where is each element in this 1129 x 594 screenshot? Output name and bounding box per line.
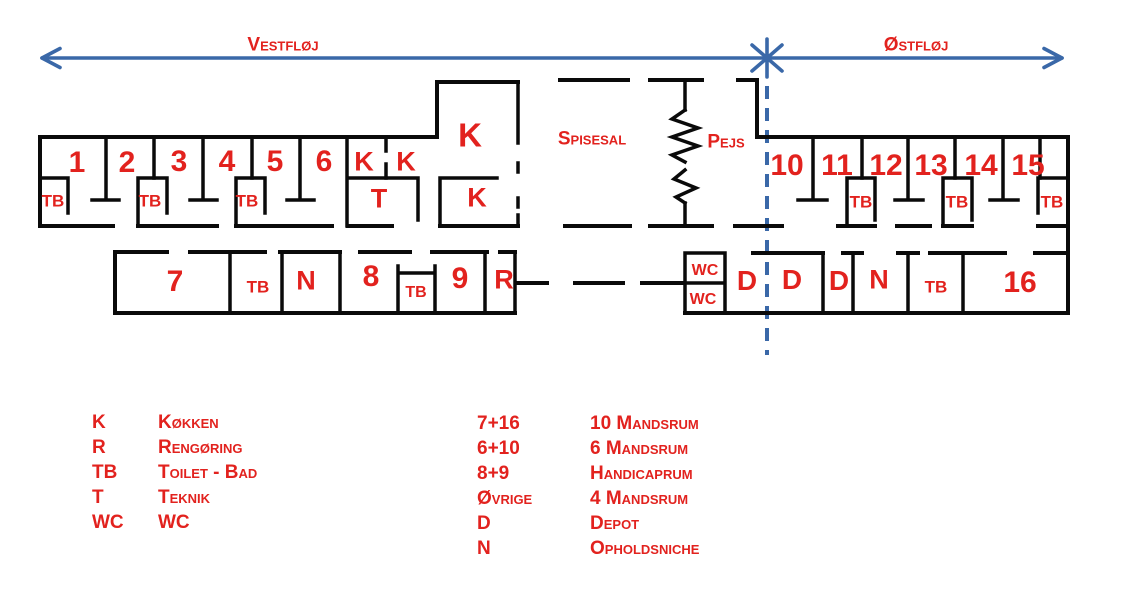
legend-item (92, 410, 257, 435)
legend-item (477, 511, 699, 536)
depot-label: D (781, 264, 803, 295)
tb-label: TB (41, 191, 65, 211)
room-label-16: 16 (1003, 266, 1037, 299)
depot-label: D (828, 265, 850, 296)
tb-label: TB (924, 277, 948, 297)
legend-abbr: TB (92, 462, 118, 483)
room-label-8: 8 (362, 260, 380, 293)
legend-item (92, 460, 257, 485)
legend-item (477, 411, 699, 436)
room-label-4: 4 (218, 145, 236, 178)
legend-item (92, 485, 257, 510)
fireplace-symbol (672, 80, 698, 226)
legend-east-column (477, 411, 699, 561)
legend-abbr: 6+10 (477, 438, 520, 459)
legend-desc: Depot (590, 513, 640, 534)
legend-item (92, 510, 257, 535)
room-label-12: 12 (869, 149, 903, 182)
room-label-3: 3 (170, 145, 188, 178)
legend-desc: Handicaprum (590, 463, 693, 484)
legend-item (477, 486, 699, 511)
legend-desc: Opholdsniche (590, 538, 700, 559)
room-label-5: 5 (266, 145, 284, 178)
kitchen-label-small: K (467, 182, 487, 213)
legend-desc: 10 Mandsrum (590, 413, 699, 434)
wing-title-east: Østfløj (883, 34, 949, 56)
room-label-1: 1 (68, 146, 86, 179)
legend-desc: 6 Mandsrum (590, 438, 689, 459)
kitchen-label-main: K (458, 116, 482, 154)
room-label-10: 10 (770, 149, 804, 182)
cleaning-label: R (494, 264, 514, 295)
technic-label: T (370, 183, 388, 214)
tb-label: TB (405, 284, 427, 301)
legend-abbr: K (92, 412, 106, 433)
legend-desc: WC (158, 512, 190, 533)
room-label-9: 9 (451, 262, 469, 295)
legend-abbr: D (477, 513, 491, 534)
wc-label: WC (689, 291, 717, 308)
tb-label: TB (945, 192, 969, 212)
tb-label: TB (138, 191, 162, 211)
legend-abbr: T (92, 487, 104, 508)
legend-abbr: 7+16 (477, 413, 520, 434)
tb-label: TB (235, 191, 259, 211)
legend-desc: 4 Mandsrum (590, 488, 689, 509)
legend-desc: Teknik (158, 487, 211, 508)
tb-label: TB (246, 277, 270, 297)
legend-desc: Rengøring (158, 437, 243, 458)
room-label-11: 11 (821, 149, 853, 182)
tb-label: TB (849, 192, 873, 212)
room-label-2: 2 (118, 146, 136, 179)
niche-label: N (869, 264, 889, 295)
legend-desc: Toilet - Bad (158, 462, 258, 483)
wc-label: WC (691, 262, 719, 279)
depot-label: D (736, 265, 758, 296)
room-label-6: 6 (315, 145, 333, 178)
fireplace-label: Pejs (707, 131, 745, 153)
legend-item (92, 435, 257, 460)
legend-item (477, 536, 699, 561)
tb-label: TB (1040, 192, 1064, 212)
legend-item (477, 461, 699, 486)
room-label-14: 14 (964, 149, 998, 182)
dining-hall-label: Spisesal (557, 128, 627, 150)
legend-abbr: Øvrige (477, 488, 533, 509)
wing-title-west: Vestfløj (247, 34, 319, 56)
legend-item (477, 436, 699, 461)
legend-west-column (92, 410, 257, 535)
room-label-7: 7 (166, 265, 184, 298)
room-label-13: 13 (914, 149, 948, 182)
room-label-15: 15 (1011, 149, 1045, 182)
legend-abbr: WC (92, 512, 124, 533)
legend-abbr: N (477, 538, 491, 559)
kitchen-label: K (354, 146, 374, 177)
niche-label: N (296, 265, 316, 296)
kitchen-label: K (396, 146, 416, 177)
legend-desc: Køkken (158, 412, 219, 433)
legend-abbr: 8+9 (477, 463, 510, 484)
west-wing-walls (40, 82, 518, 313)
legend-abbr: R (92, 437, 106, 458)
